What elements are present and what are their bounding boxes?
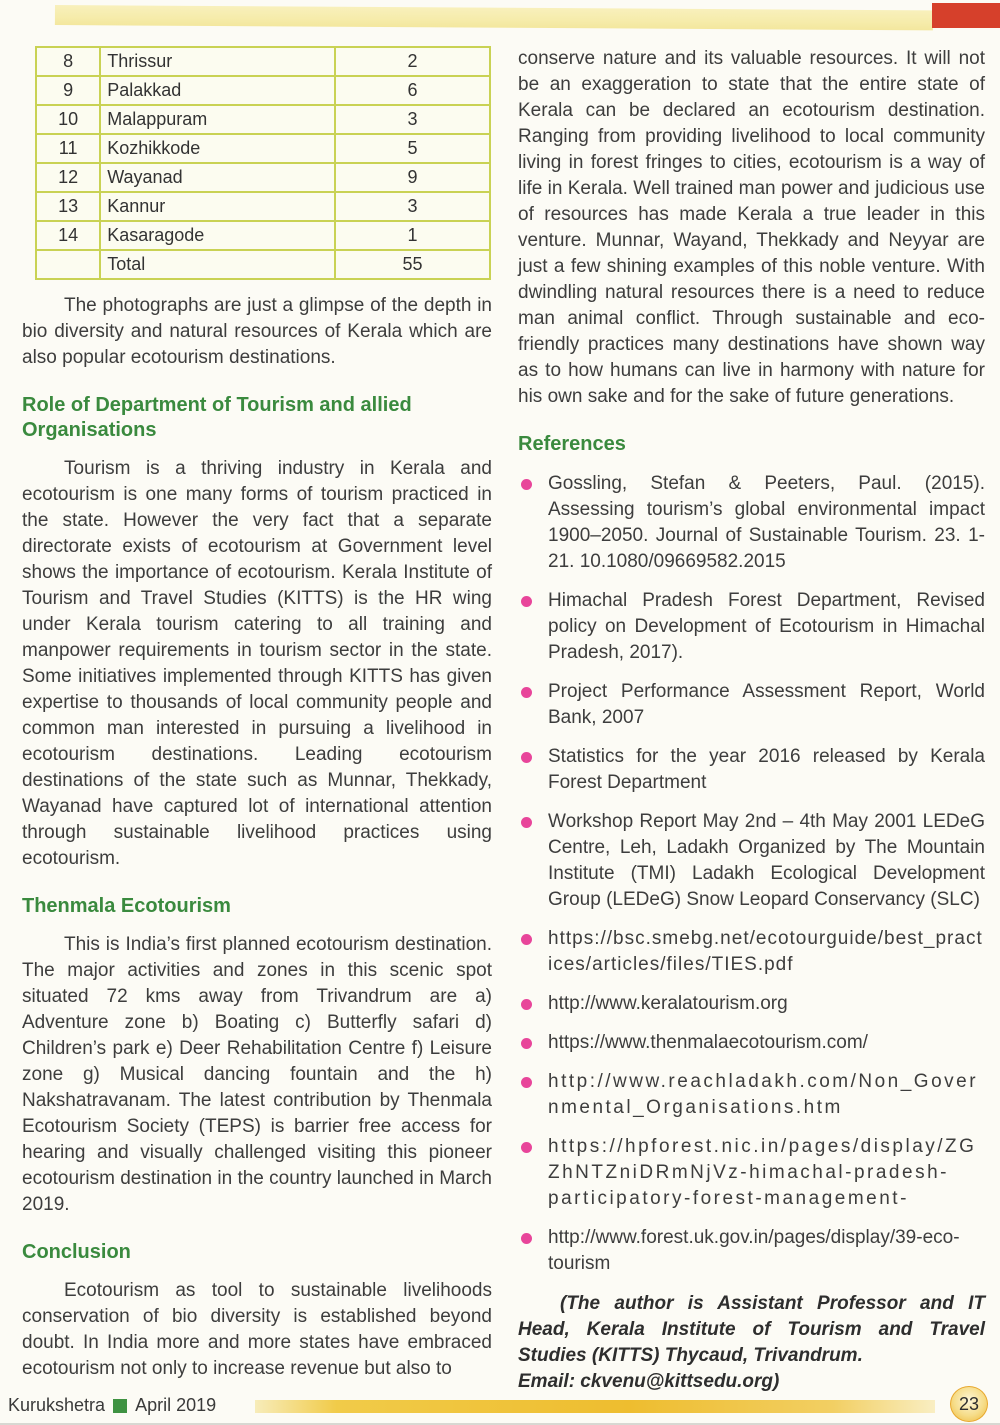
cell-district: Kannur [100,192,335,221]
reference-item [518,809,985,913]
cell-district: Malappuram [100,105,335,134]
footer-imprint [8,1395,216,1416]
bullet-icon [521,817,532,828]
table-row [36,76,490,105]
author-note: (The author is Assistant Professor and IT Head, Kerala Institute of Tourism and Travel Studies (KITTS) Thycaud, Trivandrum. [518,1293,985,1366]
bullet-icon [521,934,532,945]
bullet-icon [521,999,532,1010]
cell-serial [36,250,100,279]
page-number-badge: 23 [950,1386,988,1422]
cell-value: 3 [335,192,490,221]
cell-serial: 11 [36,134,100,163]
footer-accent-bar [255,1400,935,1413]
issue-date: April 2019 [135,1395,217,1415]
section-heading-references: References [518,433,626,455]
reference-item [518,1134,985,1212]
table-row [36,105,490,134]
cell-serial: 12 [36,163,100,192]
cell-district: Total [100,250,335,279]
cell-value: 3 [335,105,490,134]
section-heading-thenmala-ecotourism: Thenmala Ecotourism [22,895,231,917]
table-row [36,163,490,192]
reference-item [518,471,985,575]
reference-text: http://www.forest.uk.gov.in/pages/display/39-eco-tourism [548,1227,960,1274]
magazine-title: Kurukshetra [8,1395,106,1415]
top-accent-red-block [932,3,1000,28]
cell-serial: 13 [36,192,100,221]
footer [0,1383,1000,1425]
district-table [35,46,491,280]
cell-value: 5 [335,134,490,163]
cell-district: Palakkad [100,76,335,105]
table-row [36,192,490,221]
cell-district: Kozhikkode [100,134,335,163]
author-note-email: Email: ckvenu@kittsedu.org) [518,1371,780,1392]
reference-item [518,1069,985,1121]
reference-text: Statistics for the year 2016 released by Kerala Forest Department [548,746,985,793]
references-list [518,471,985,1277]
cell-serial: 14 [36,221,100,250]
table-row [36,221,490,250]
table-row [36,134,490,163]
role-of-department-paragraph: Tourism is a thriving industry in Kerala and ecotourism is one many forms of tourism practiced in the state. However the very fact that a separate directorate exists of ecotourism at Government level shows the importance of ecotourism. Kerala Institute of Tourism and Travel Studies (KITTS) is the HR wing under Kerala tourism catering to all training and manpower requirements in tourism sector in the state. Some initiatives implemented through KITTS has given expertise to thousands of local community people and common man interested in pursuing a livelihood in ecotourism destinations. Leading ecotourism destinations of the state such as Munnar, Thekkady, Wayanad have captured lot of international attention through sustainable livelihood practices using ecotourism. [22,458,492,869]
left-column [22,46,492,1382]
cell-serial: 9 [36,76,100,105]
reference-text: https://hpforest.nic.in/pages/display/ZGZhNTZniDRmNjVz-himachal-pradesh-participatory-forest-management- [548,1136,977,1209]
bullet-icon [521,1142,532,1153]
reference-text: Himachal Pradesh Forest Department, Revised policy on Development of Ecotourism in Himachal Pradesh, 2017). [548,590,985,663]
section-heading-role-of-department: Role of Department of Tourism and allied Organisations [22,394,412,441]
cell-value: 9 [335,163,490,192]
reference-text: https://www.thenmalaecotourism.com/ [548,1032,868,1053]
reference-item [518,991,985,1017]
bullet-icon [521,479,532,490]
cell-serial: 8 [36,47,100,76]
bullet-icon [521,1077,532,1088]
intro-paragraph: The photographs are just a glimpse of the depth in bio diversity and natural resources of Kerala which are also popular ecotourism destinations. [22,295,492,368]
cell-value: 6 [335,76,490,105]
cell-district: Thrissur [100,47,335,76]
right-column [518,46,985,1395]
reference-item [518,1225,985,1277]
reference-item [518,926,985,978]
conclusion-paragraph: Ecotourism as tool to sustainable livelihoods conservation of bio diversity is established beyond doubt. In India more and more states have embraced ecotourism not only to increase revenue but also to [22,1280,492,1379]
continuation-paragraph: conserve nature and its valuable resources. It will not be an exaggeration to state that the entire state of Kerala can be declared an ecotourism destination. Ranging from providing livelihood to local community living in forest fringes to cities, ecotourism is a way of life in Kerala. Well trained man power and judicious use of resources has made Kerala a true leader in this venture. Munnar, Wayand, Thekkady and Neyyar are just a few shining examples of this noble venture. With dwindling natural resources there is a need to reduce man animal conflict. Through sustainable and eco-friendly practices many destinations have shown way as to how humans can live in harmony with nature for his own sake and for the sake of future generations. [518,48,985,407]
bullet-icon [521,752,532,763]
thenmala-ecotourism-paragraph: This is India’s first planned ecotourism destination. The major activities and zones in this scenic spot situated 72 kms away from Trivandrum are a) Adventure zone b) Boating c) Butterfly safari d) Children’s park e) Deer Rehabilitation Centre f) Leisure zone g) Musical dancing fountain and the h) Nakshatravanam. The latest contribution by Thenmala Ecotourism Society (TEPS) is barrier free access for hearing and visually challenged visiting this pioneer ecotourism destination in the country launched in March 2019. [22,934,492,1215]
reference-text: Project Performance Assessment Report, World Bank, 2007 [548,681,985,728]
reference-text: http://www.keralatourism.org [548,993,788,1014]
reference-item [518,588,985,666]
bullet-icon [521,1233,532,1244]
reference-text: Gossling, Stefan & Peeters, Paul. (2015). Assessing tourism’s global environmental impact 1900–2050. Journal of Sustainable Tourism. 23. 1-21. 10.1080/09669582.2015 [548,473,985,572]
bullet-icon [521,596,532,607]
bullet-icon [521,687,532,698]
top-accent-bar [55,5,933,30]
table-row-total [36,250,490,279]
section-heading-conclusion: Conclusion [22,1241,131,1263]
reference-text: Workshop Report May 2nd – 4th May 2001 LEDeG Centre, Leh, Ladakh Organized by The Mountain Institute (TMI) Ladakh Ecological Development Group (LEDeG) Snow Leopard Conservancy (SLC) [548,811,985,910]
bullet-icon [521,1038,532,1049]
reference-item [518,744,985,796]
cell-value: 55 [335,250,490,279]
reference-text: http://www.reachladakh.com/Non_Governmental_Organisations.htm [548,1071,979,1118]
cell-serial: 10 [36,105,100,134]
reference-item [518,679,985,731]
cell-district: Kasaragode [100,221,335,250]
cell-district: Wayanad [100,163,335,192]
reference-text: https://bsc.smebg.net/ecotourguide/best_practices/articles/files/TIES.pdf [548,928,983,975]
reference-item [518,1030,985,1056]
table-row [36,47,490,76]
cell-value: 2 [335,47,490,76]
green-square-icon [113,1399,127,1413]
cell-value: 1 [335,221,490,250]
